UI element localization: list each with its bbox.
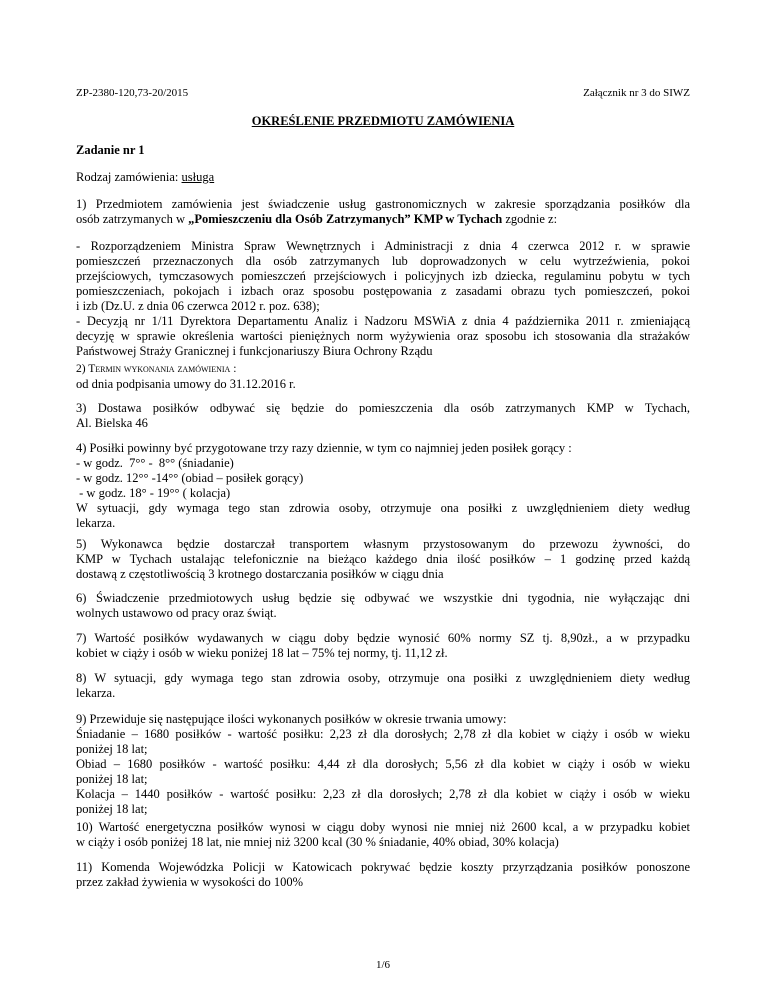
paragraph-4	[76, 441, 690, 531]
page-header	[76, 86, 690, 102]
paragraph-line: 7) Wartość posiłków wydawanych w ciągu doby będzie wynosić 60% normy SZ tj. 8,90zł., a w przypadku	[76, 631, 690, 645]
place-name: „Pomieszczeniu dla Osób Zatrzymanych” KMP w Tychach	[188, 212, 503, 226]
regulation-line: pomieszczeń przeznaczonych dla osób zatrzymanych lub doprowadzonych w celu wytrzeźwienia, pokoi	[76, 254, 690, 268]
paragraph-line: 10) Wartość energetyczna posiłków wynosi w ciągu doby wynosi nie mniej niż 2600 kcal, a w przypadku kobiet	[76, 820, 690, 834]
document-title: OKREŚLENIE PRZEDMIOTU ZAMÓWIENIA	[251, 114, 515, 128]
paragraph-1	[76, 197, 690, 227]
page-number: 1/6	[375, 959, 391, 971]
paragraph-line: 6) Świadczenie przedmiotowych usług będzie się odbywać we wszystkie dni tygodnia, nie wyłączając dni	[76, 591, 690, 605]
paragraph-line: Al. Bielska 46	[76, 416, 148, 430]
meal-time-item: - w godz. 12°° -14°° (obiad – posiłek gorący)	[76, 471, 304, 485]
order-type-label: Rodzaj zamówienia:	[76, 170, 182, 184]
paragraph-line: 1) Przedmiotem zamówienia jest świadczenie usług gastronomicznych w zakresie sporządzania posiłków dla	[76, 197, 690, 211]
paragraph-line: 11) Komenda Wojewódzka Policji w Katowicach pokrywać będzie koszty przyrządzania posiłków ponoszone	[76, 860, 690, 874]
paragraph-3	[76, 401, 690, 431]
meal-quantity-line: poniżej 18 lat;	[76, 772, 148, 786]
paragraph-8	[76, 671, 690, 701]
meal-quantity-line: poniżej 18 lat;	[76, 742, 148, 756]
regulation-line: przejściowych, tymczasowych pomieszczeń przejściowych i policyjnych izb dziecka, regulaminu pobytu w tych	[76, 269, 690, 283]
paragraph-line: lekarza.	[76, 516, 116, 530]
paragraph-line: w ciąży i osób poniżej 18 lat, nie mniej niż 3200 kcal (30 % śniadanie, 40% obiad, 30% kolacja)	[76, 835, 559, 849]
order-type-value: usługa	[181, 170, 215, 184]
regulation-line: Państwowej Straży Granicznej i funkcjonariuszy Biura Ochrony Rządu	[76, 344, 433, 358]
attachment-label: Załącznik nr 3 do SIWZ	[583, 87, 690, 99]
paragraph-11	[76, 860, 690, 890]
paragraph-line: dostawą z częstotliwością 3 krotnego dostarczania posiłków w ciągu dnia	[76, 567, 444, 581]
deadline-label: 2) Termin wykonania zamówienia :	[76, 363, 237, 375]
paragraph-line: KMP w Tychach ustalając telefonicznie na bieżąco każdego dnia ilość posiłków – 1 godzinę przed każdą	[76, 552, 690, 566]
document-page	[76, 0, 690, 994]
regulation-line: - Rozporządzeniem Ministra Spraw Wewnętrznych i Administracji z dnia 4 czerwca 2012 r. w sprawie	[76, 239, 690, 253]
meal-quantity-line: Kolacja – 1440 posiłków - wartość posiłku: 2,23 zł dla dorosłych; 2,78 zł dla kobiet w ciąży i osób w wieku	[76, 787, 690, 801]
paragraph-line: W sytuacji, gdy wymaga tego stan zdrowia osoby, otrzymuje ona posiłki z uwzględnieniem diety według	[76, 501, 690, 515]
regulations-block	[76, 239, 690, 359]
regulation-line: i izb (Dz.U. z dnia 06 czerwca 2012 r. poz. 638);	[76, 299, 320, 313]
order-type	[76, 170, 690, 185]
paragraph-line: przez zakład żywienia w wysokości do 100%	[76, 875, 304, 889]
meal-quantity-line: poniżej 18 lat;	[76, 802, 148, 816]
paragraph-line: 3) Dostawa posiłków odbywać się będzie do pomieszczenia dla osób zatrzymanych KMP w Tychach,	[76, 401, 690, 415]
paragraph-2	[76, 362, 690, 392]
task-heading: Zadanie nr 1	[76, 143, 145, 157]
meal-quantity-line: Śniadanie – 1680 posiłków - wartość posiłku: 2,23 zł dla dorosłych; 2,78 zł dla kobiet w ciąży i osób w wieku	[76, 727, 690, 741]
deadline-text: od dnia podpisania umowy do 31.12.2016 r.	[76, 377, 296, 391]
regulation-line: pomieszczeniach, pokojach i izbach oraz sposobu postępowania z zasadami obrazu tych pomieszczeń, pokoi	[76, 284, 690, 298]
paragraph-line	[76, 212, 690, 227]
meal-time-item: - w godz. 7°° - 8°° (śniadanie)	[76, 456, 234, 470]
text-segment: osób zatrzymanych w	[76, 212, 189, 226]
meal-time-item: - w godz. 18° - 19°° ( kolacja)	[76, 486, 231, 500]
paragraph-line: kobiet w ciąży i osób w wieku poniżej 18 lat – 75% tej normy, tj. 11,12 zł.	[76, 646, 448, 660]
meal-quantity-line: Obiad – 1680 posiłków - wartość posiłku: 4,44 zł dla dorosłych; 5,56 zł dla kobiet w ciąży i osób w wieku	[76, 757, 690, 771]
paragraph-10	[76, 820, 690, 850]
paragraph-line: 9) Przewiduje się następujące ilości wykonanych posiłków w okresie trwania umowy:	[76, 712, 507, 726]
paragraph-9	[76, 712, 690, 817]
paragraph-6	[76, 591, 690, 621]
text-segment: zgodnie z:	[502, 212, 558, 226]
reference-number: ZP-2380-120,73-20/2015	[76, 87, 189, 99]
regulation-line: decyzję w sprawie określenia wartości pieniężnych norm wyżywienia oraz sposobu ich stosowania dla strażaków	[76, 329, 690, 343]
paragraph-line: wolnych ustawowo od pracy oraz świąt.	[76, 606, 277, 620]
paragraph-line: 4) Posiłki powinny być przygotowane trzy razy dziennie, w tym co najmniej jeden posiłek gorący :	[76, 441, 572, 455]
paragraph-line: 5) Wykonawca będzie dostarczał transportem własnym przystosowanym do przewozu żywności, do	[76, 537, 690, 551]
regulation-line: - Decyzją nr 1/11 Dyrektora Departamentu Analiz i Nadzoru MSWiA z dnia 4 października 2011 r. zmieniającą	[76, 314, 690, 328]
paragraph-line: lekarza.	[76, 686, 116, 700]
paragraph-7	[76, 631, 690, 661]
paragraph-line: 8) W sytuacji, gdy wymaga tego stan zdrowia osoby, otrzymuje ona posiłki z uwzględnieniem diety według	[76, 671, 690, 685]
paragraph-5	[76, 537, 690, 582]
